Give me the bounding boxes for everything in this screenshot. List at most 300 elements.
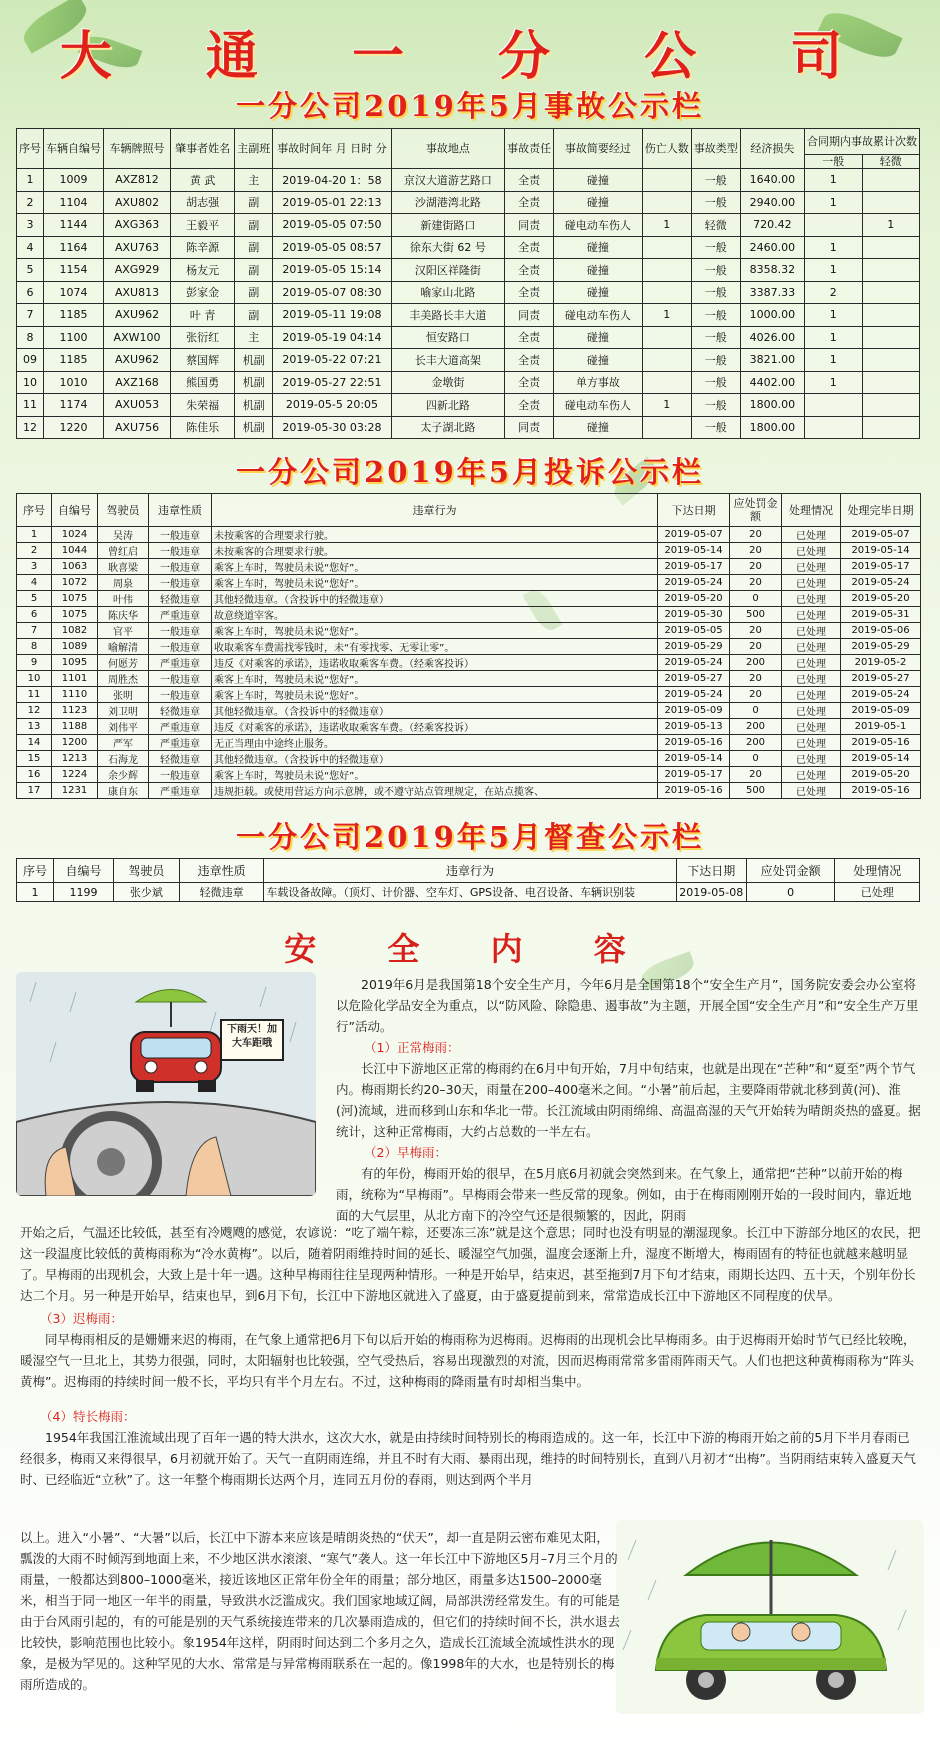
cell-general: 1 [805,259,863,282]
cell-injury [642,326,691,349]
cell-type: 一般 [691,236,740,259]
cell-seq: 3 [17,214,44,237]
col-seq: 序号 [17,859,54,883]
cell-date: 2019-05-27 [658,671,730,687]
cell-loss: 4402.00 [740,371,804,394]
col-nature: 违章性质 [149,494,212,527]
cell-type: 轻微 [691,214,740,237]
cell-resp: 全责 [505,394,554,417]
umbrella-car-svg [616,1520,924,1714]
cell-fine: 0 [730,751,782,767]
cell-date: 2019-05-14 [658,543,730,559]
cell-behavior: 故意绕道宰客。 [212,607,658,623]
cell-status: 已处理 [782,591,841,607]
cell-no: 1082 [52,623,98,639]
cell-done: 2019-05-24 [841,575,921,591]
cell-done: 2019-05-07 [841,527,921,543]
accident-section-title: 一分公司2019年5月事故公示栏 [236,89,704,123]
col-cumulative: 合同期内事故累计次数 [805,129,920,155]
cell-status: 已处理 [782,751,841,767]
cell-status: 已处理 [782,655,841,671]
table-row [17,671,921,687]
table-row [17,527,921,543]
cell-time: 2019-05-30 03:28 [273,416,391,439]
cell-seq: 7 [17,623,52,639]
cell-done: 2019-05-14 [841,751,921,767]
col-driver: 驾驶员 [113,859,179,883]
table-row [17,349,920,372]
cell-seq: 6 [17,607,52,623]
cell-loss: 1800.00 [740,394,804,417]
cell-time: 2019-05-05 07:50 [273,214,391,237]
cell-minor [862,394,920,417]
safety-title: 安 全 内 容 [284,930,656,968]
para-early-meiyu-a: 有的年份，梅雨开始的很早，在5月底6月初就会突然到来。在气象上，通常把“芒种”以前开始的梅雨，统称为“早梅雨”。早梅雨会带来一些反常的现象。例如，由于在梅雨刚刚开始的一段时间内，靠近地面的大气层里，从北方南下的冷空气还是很频繁的，因此，阴雨 [336,1166,912,1223]
cell-no: 1100 [44,326,104,349]
cell-driver: 严军 [98,735,149,751]
table-row [17,703,921,719]
col-cum-minor: 轻微 [862,155,920,169]
table-row [17,607,921,623]
col-driver: 肇事者姓名 [171,129,235,169]
cell-plate: AXZ168 [104,371,171,394]
cell-date: 2019-05-09 [658,703,730,719]
cell-plate: AXU756 [104,416,171,439]
table-row [17,623,921,639]
cell-date: 2019-05-14 [658,751,730,767]
table-row [17,394,920,417]
cell-no: 1044 [52,543,98,559]
cell-role: 机副 [235,394,273,417]
cell-minor [862,349,920,372]
cell-desc: 碰撞 [554,169,643,192]
cell-no: 1185 [44,349,104,372]
safety-text-top [336,974,922,1226]
cell-general [805,214,863,237]
cell-driver: 杨友元 [171,259,235,282]
cell-nature: 一般违章 [149,687,212,703]
cell-driver: 吴涛 [98,527,149,543]
cell-type: 一般 [691,281,740,304]
cell-role: 机副 [235,416,273,439]
cell-place: 沙湖港湾北路 [391,191,504,214]
cell-minor [862,326,920,349]
cell-resp: 全责 [505,259,554,282]
cell-nature: 严重违章 [149,607,212,623]
cell-place: 徐东大街 62 号 [391,236,504,259]
cell-behavior: 乘客上车时，驾驶员未说“您好”。 [212,671,658,687]
cell-driver: 陈辛源 [171,236,235,259]
para-normal-meiyu: 长江中下游地区正常的梅雨约在6月中旬开始，7月中旬结束，也就是出现在“芒种”和“夏至”两个节气内。梅雨期长约20–30天，雨量在200–400毫米之间。“小暑”前后起，主要降雨带就北移到黄(河)、淮(河)流域，进而移到山东和华北一带。长江流域由阴雨绵绵、高温高湿的天气开始转为晴朗炎热的盛夏。据统计，这种正常梅雨，大约占总数的一半左右。 [336,1061,921,1139]
company-title: 大 通 一 分 公 司 [59,26,881,87]
cell-seq: 1 [17,883,54,902]
cell-nature: 一般违章 [149,559,212,575]
cell-driver: 周泉 [98,575,149,591]
table-row [17,543,921,559]
col-cum-general: 一般 [805,155,863,169]
cell-injury: 1 [642,214,691,237]
cell-place: 喻家山北路 [391,281,504,304]
cell-desc: 碰电动车伤人 [554,394,643,417]
cell-nature: 严重违章 [149,655,212,671]
col-time: 事故时间年 月 日时 分 [273,129,391,169]
cell-role: 机副 [235,371,273,394]
cell-no: 1075 [52,607,98,623]
cell-loss: 3821.00 [740,349,804,372]
cell-place: 恒安路口 [391,326,504,349]
cell-seq: 4 [17,236,44,259]
cell-driver: 耿喜梁 [98,559,149,575]
cell-status: 已处理 [782,735,841,751]
cell-plate: AXZ812 [104,169,171,192]
cell-seq: 10 [17,671,52,687]
cell-behavior: 未按乘客的合理要求行驶。 [212,527,658,543]
cell-behavior: 乘客上车时，驾驶员未说“您好”。 [212,559,658,575]
cell-injury: 1 [642,304,691,327]
table-row [17,719,921,735]
cell-fine: 200 [730,655,782,671]
cell-status: 已处理 [782,687,841,703]
cell-general [805,416,863,439]
col-behavior: 违章行为 [264,859,676,883]
col-injury: 伤亡人数 [642,129,691,169]
rain-sign-text: 下雨天！加大车距哦 [227,1024,277,1049]
cell-time: 2019-04-20 1：58 [273,169,391,192]
cell-resp: 全责 [505,169,554,192]
cell-plate: AXG363 [104,214,171,237]
col-behavior: 违章行为 [212,494,658,527]
cell-resp: 全责 [505,349,554,372]
cell-no: 1200 [52,735,98,751]
cell-fine: 20 [730,687,782,703]
cell-seq: 2 [17,191,44,214]
cell-driver: 朱荣福 [171,394,235,417]
cell-desc: 碰撞 [554,236,643,259]
cell-status: 已处理 [782,527,841,543]
cell-minor [862,259,920,282]
cell-time: 2019-05-22 07:21 [273,349,391,372]
complaint-section-title: 一分公司2019年5月投诉公示栏 [236,455,704,489]
cell-nature: 一般违章 [149,527,212,543]
cell-plate: AXU802 [104,191,171,214]
cell-seq: 5 [17,591,52,607]
cell-driver: 叶伟 [98,591,149,607]
cell-general: 1 [805,191,863,214]
cell-general: 1 [805,326,863,349]
cell-done: 2019-05-27 [841,671,921,687]
cell-date: 2019-05-08 [676,883,746,902]
cell-role: 副 [235,214,273,237]
cell-no: 1213 [52,751,98,767]
cell-done: 2019-05-31 [841,607,921,623]
col-no: 自编号 [54,859,114,883]
cell-status: 已处理 [782,639,841,655]
cell-plate: AXU763 [104,236,171,259]
cell-type: 一般 [691,371,740,394]
cell-seq: 12 [17,416,44,439]
table-row [17,655,921,671]
cell-resp: 同责 [505,416,554,439]
col-nature: 违章性质 [179,859,264,883]
cell-fine: 20 [730,559,782,575]
cell-seq: 8 [17,326,44,349]
cell-role: 副 [235,236,273,259]
cell-seq: 11 [17,687,52,703]
safety-text-middle [20,1222,922,1490]
cell-driver: 周胜杰 [98,671,149,687]
cell-status: 已处理 [782,607,841,623]
cell-status: 已处理 [782,703,841,719]
cell-seq: 9 [17,655,52,671]
cell-done: 2019-05-17 [841,559,921,575]
cell-nature: 一般违章 [149,543,212,559]
cell-driver: 黄 武 [171,169,235,192]
cell-resp: 全责 [505,326,554,349]
cell-fine: 20 [730,671,782,687]
cell-general: 1 [805,349,863,372]
cell-plate: AXU962 [104,349,171,372]
cell-desc: 碰撞 [554,416,643,439]
cell-type: 一般 [691,169,740,192]
cell-general [805,394,863,417]
table-row [17,883,920,902]
cell-driver: 喻解清 [98,639,149,655]
cell-fine: 20 [730,575,782,591]
heading-early-meiyu: （2）早梅雨： [364,1145,447,1160]
cell-injury: 1 [642,394,691,417]
col-resp: 事故责任 [505,129,554,169]
cell-loss: 8358.32 [740,259,804,282]
cell-no: 1104 [44,191,104,214]
cell-driver: 胡志强 [171,191,235,214]
col-place: 事故地点 [391,129,504,169]
cell-no: 1231 [52,783,98,799]
cell-date: 2019-05-07 [658,527,730,543]
cell-fine: 20 [730,623,782,639]
cell-minor [862,236,920,259]
cell-behavior: 无正当理由中途终止服务。 [212,735,658,751]
cell-nature: 轻微违章 [149,751,212,767]
cell-done: 2019-05-16 [841,783,921,799]
cell-date: 2019-05-30 [658,607,730,623]
cell-driver: 官平 [98,623,149,639]
cell-desc: 碰电动车伤人 [554,304,643,327]
cell-date: 2019-05-29 [658,639,730,655]
cell-nature: 一般违章 [149,639,212,655]
cell-driver: 张明 [98,687,149,703]
cell-plate: AXU053 [104,394,171,417]
cell-seq: 09 [17,349,44,372]
cell-type: 一般 [691,191,740,214]
cell-desc: 碰电动车伤人 [554,214,643,237]
cell-place: 四新北路 [391,394,504,417]
cell-seq: 2 [17,543,52,559]
cell-fine: 20 [730,767,782,783]
cell-no: 1009 [44,169,104,192]
supervision-table [16,858,920,902]
cell-fine: 500 [730,607,782,623]
cell-done: 2019-05-20 [841,591,921,607]
cell-time: 2019-05-05 08:57 [273,236,391,259]
cell-no: 1154 [44,259,104,282]
table-row [17,281,920,304]
cell-no: 1075 [52,591,98,607]
rain-driving-illustration [16,972,316,1196]
cell-minor: 1 [862,214,920,237]
cell-seq: 4 [17,575,52,591]
cell-date: 2019-05-20 [658,591,730,607]
cell-behavior: 车载设备故障。（顶灯、计价器、空车灯、GPS设备、电召设备、车辆识别装 [264,883,676,902]
cell-fine: 20 [730,543,782,559]
cell-place: 汉阳区祥隆街 [391,259,504,282]
heading-late-meiyu: （3）迟梅雨： [40,1311,123,1326]
para-early-meiyu-b: 开始之后，气温还比较低，甚至有冷飕飕的感觉，农谚说：“吃了端午粽，还要冻三冻”就是这个意思；同时也没有明显的潮湿现象。长江中下游部分地区的农民，把这一段温度比较低的黄梅雨称为“冷水黄梅”。以后，随着阴雨维持时间的延长、暖湿空气加强，温度会逐渐上升，湿度不断增大，梅雨固有的特征也就越来越明显了。早梅雨的出现机会，大致上是十年一遇。这种早梅雨往往呈现两种情形。一种是开始早，结束迟，甚至拖到7月下旬才结束，雨期长达四、五十天，个别年份长达二个月。另一种是开始早，结束也早，到6月下旬，长江中下游地区就进入了盛夏，由于盛夏提前到来，常常造成长江中下游地区不同程度的伏旱。 [20,1225,921,1303]
cell-time: 2019-05-07 08:30 [273,281,391,304]
cell-place: 新建街路口 [391,214,504,237]
cell-type: 一般 [691,304,740,327]
col-fine: 应处罚金额 [730,494,782,527]
cell-no: 1063 [52,559,98,575]
cell-type: 一般 [691,326,740,349]
cell-no: 1101 [52,671,98,687]
cell-minor [862,169,920,192]
cell-status: 已处理 [835,883,920,902]
cell-resp: 同责 [505,214,554,237]
cell-seq: 1 [17,527,52,543]
cell-nature: 轻微违章 [179,883,264,902]
cell-loss: 1640.00 [740,169,804,192]
cell-nature: 严重违章 [149,735,212,751]
cell-date: 2019-05-16 [658,735,730,751]
cell-loss: 4026.00 [740,326,804,349]
cell-seq: 12 [17,703,52,719]
cell-done: 2019-05-2 [841,655,921,671]
cell-no: 1199 [54,883,114,902]
cell-behavior: 其他轻微违章。（含投诉中的轻微违章） [212,591,658,607]
cell-driver: 余少辉 [98,767,149,783]
cell-driver: 叶 青 [171,304,235,327]
cell-seq: 15 [17,751,52,767]
cell-driver: 张衍红 [171,326,235,349]
cell-loss: 720.42 [740,214,804,237]
cell-minor [862,191,920,214]
cell-loss: 1800.00 [740,416,804,439]
cell-injury [642,349,691,372]
cell-no: 1095 [52,655,98,671]
cell-driver: 刘卫明 [98,703,149,719]
cell-injury [642,281,691,304]
cell-resp: 全责 [505,371,554,394]
cell-driver: 熊国勇 [171,371,235,394]
table-row [17,371,920,394]
cell-resp: 全责 [505,191,554,214]
cell-driver: 何愿芳 [98,655,149,671]
cell-place: 长丰大道高架 [391,349,504,372]
cell-nature: 一般违章 [149,767,212,783]
cell-status: 已处理 [782,671,841,687]
cell-role: 主 [235,169,273,192]
cell-done: 2019-05-20 [841,767,921,783]
cell-nature: 严重违章 [149,783,212,799]
cell-behavior: 乘客上车时，驾驶员未说“您好”。 [212,767,658,783]
cell-date: 2019-05-24 [658,575,730,591]
cell-fine: 20 [730,527,782,543]
table-row [17,639,921,655]
cell-injury [642,236,691,259]
cell-nature: 一般违章 [149,623,212,639]
cell-driver: 康自东 [98,783,149,799]
cell-loss: 2940.00 [740,191,804,214]
cell-behavior: 违规拒载。或使用营运方向示意牌，或不遵守站点管理规定，在站点揽客、 [212,783,658,799]
cell-seq: 7 [17,304,44,327]
cell-done: 2019-05-06 [841,623,921,639]
cell-behavior: 收取乘客车费需找零钱时，未“有零找零、无零让零”。 [212,639,658,655]
cell-role: 副 [235,281,273,304]
table-row [17,214,920,237]
table-row [17,191,920,214]
cell-behavior: 违反《对乘客的承诺》，违诺收取乘客车费。（经乘客投诉） [212,655,658,671]
cell-general: 1 [805,236,863,259]
cell-desc: 单方事故 [554,371,643,394]
cell-behavior: 未按乘客的合理要求行驶。 [212,543,658,559]
cell-seq: 3 [17,559,52,575]
cell-desc: 碰撞 [554,326,643,349]
cell-time: 2019-05-27 22:51 [273,371,391,394]
cell-done: 2019-05-1 [841,719,921,735]
cell-loss: 1000.00 [740,304,804,327]
cell-loss: 3387.33 [740,281,804,304]
col-fine: 应处罚金额 [746,859,835,883]
cell-nature: 一般违章 [149,671,212,687]
cell-status: 已处理 [782,783,841,799]
cell-resp: 同责 [505,304,554,327]
cell-no: 1188 [52,719,98,735]
cell-time: 2019-05-5 20:05 [273,394,391,417]
table-row [17,735,921,751]
cell-general: 2 [805,281,863,304]
cell-date: 2019-05-13 [658,719,730,735]
cell-time: 2019-05-11 19:08 [273,304,391,327]
cell-role: 机副 [235,349,273,372]
cell-injury [642,191,691,214]
cell-injury [642,371,691,394]
para-late-meiyu: 同早梅雨相反的是姗姗来迟的梅雨，在气象上通常把6月下旬以后开始的梅雨称为迟梅雨。迟梅雨的出现机会比早梅雨多。由于迟梅雨开始时节气已经比较晚，暖湿空气一旦北上，其势力很强，同时，太阳辐射也比较强，空气受热后，容易出现激烈的对流，因而迟梅雨常常多雷雨阵雨天气。人们也把这种黄梅雨称为“阵头黄梅”。迟梅雨的持续时间一般不长，平均只有半个月左右。不过，这种梅雨的降雨量有时却相当集中。 [20,1332,916,1389]
cell-seq: 8 [17,639,52,655]
table-row [17,767,921,783]
cell-driver: 曾红启 [98,543,149,559]
cell-no: 1174 [44,394,104,417]
cell-status: 已处理 [782,767,841,783]
cell-driver: 刘伟平 [98,719,149,735]
cell-status: 已处理 [782,575,841,591]
cell-seq: 17 [17,783,52,799]
table-row [17,326,920,349]
cell-time: 2019-05-05 15:14 [273,259,391,282]
cell-behavior: 乘客上车时，驾驶员未说“您好”。 [212,623,658,639]
cell-resp: 全责 [505,281,554,304]
table-row [17,751,921,767]
cell-fine: 200 [730,735,782,751]
cell-seq: 13 [17,719,52,735]
cell-time: 2019-05-01 22:13 [273,191,391,214]
cell-no: 1220 [44,416,104,439]
cell-desc: 碰撞 [554,191,643,214]
cell-seq: 6 [17,281,44,304]
cell-minor [862,304,920,327]
cell-place: 京汉大道游艺路口 [391,169,504,192]
cell-seq: 5 [17,259,44,282]
cell-date: 2019-05-16 [658,783,730,799]
